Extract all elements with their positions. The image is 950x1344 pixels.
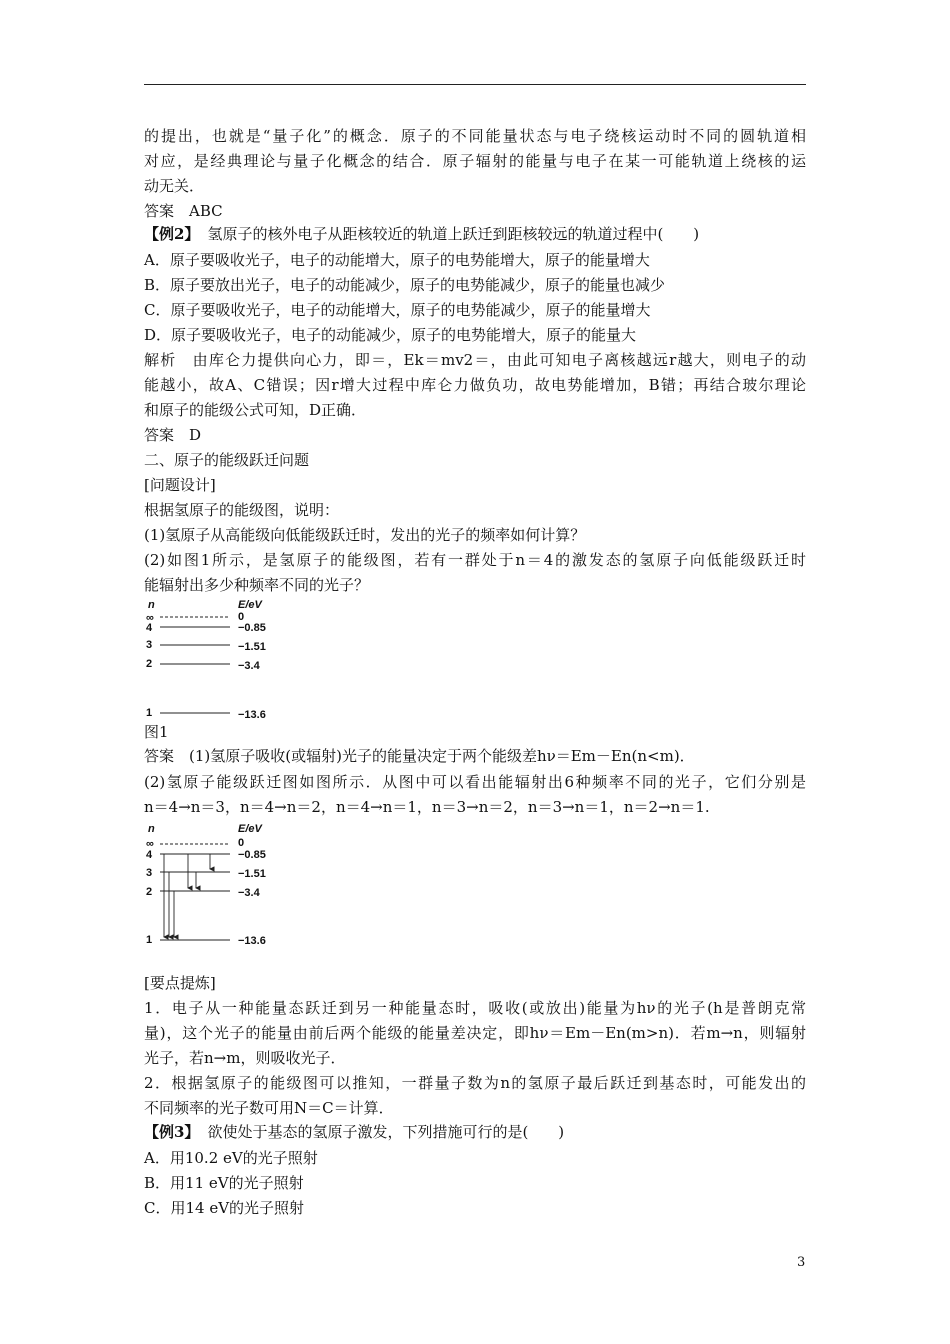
level-3-e-2: −1.51 — [238, 868, 266, 880]
example-2-analysis-1: 解析 由库仑力提供向心力，即＝，Ek＝mv2＝，由此可知电子离核越远r越大，则电子的动 — [144, 351, 806, 369]
example-2-question — [144, 224, 699, 244]
key-points-2-line-1: 2．根据氢原子的能级图可以推知，一群量子数为n的氢原子最后跃迁到基态时，可能发出的 — [144, 1074, 806, 1092]
example-3-text: 欲使处于基态的氢原子激发，下列措施可行的是( ) — [207, 1123, 565, 1141]
example-3-option-b: B．用11 eV的光子照射 — [144, 1174, 304, 1192]
header-rule — [144, 84, 806, 85]
section-2-title: 二、原子的能级跃迁问题 — [144, 451, 310, 469]
section-2-q2-line-2: 能辐射出多少种频率不同的光子？ — [144, 576, 370, 594]
example-3-question — [144, 1122, 564, 1142]
intro-line-3: 动无关． — [144, 177, 205, 195]
intro-line-2: 对应，是经典理论与量子化概念的结合．原子辐射的能量与电子在某一可能轨道上绕核的运 — [144, 152, 806, 170]
level-3-n: 3 — [146, 639, 153, 651]
axis-e-label-2: E/eV — [238, 823, 262, 835]
level-3-e: −1.51 — [238, 641, 266, 653]
key-points-1-line-1: 1．电子从一种能量态跃迁到另一种能量态时，吸收(或放出)能量为hν的光子(h是普朗克常 — [144, 999, 806, 1017]
level-inf-n: ∞ — [146, 612, 154, 624]
level-4-n-2: 4 — [146, 849, 153, 861]
answer-1: 答案 ABC — [144, 202, 223, 220]
section-2-intro: 根据氢原子的能级图，说明： — [144, 501, 340, 519]
section-2-q1: (1)氢原子从高能级向低能级跃迁时，发出的光子的频率如何计算？ — [144, 526, 586, 544]
key-points-2-line-2: 不同频率的光子数可用N＝C＝计算． — [144, 1099, 394, 1117]
level-inf-n-2: ∞ — [146, 838, 154, 850]
answer-2-line-2: (2)氢原子能级跃迁图如图所示．从图中可以看出能辐射出6种频率不同的光子，它们分别是 — [144, 773, 806, 791]
level-inf-e-2: 0 — [238, 837, 245, 849]
example-2-option-d: D．原子要吸收光子，电子的动能减少，原子的电势能增大，原子的能量大 — [144, 326, 637, 344]
example-3-tag: 【例3】 — [144, 1123, 200, 1141]
level-3-n-2: 3 — [146, 867, 153, 879]
key-points-1-line-2: 量)，这个光子的能量由前后两个能级的能量差决定，即hν＝Em－En(m>n)．若m→n，则辐射 — [144, 1024, 806, 1042]
example-2-answer: 答案 D — [144, 426, 202, 444]
example-2-option-c: C．原子要吸收光子，电子的动能增大，原子的电势能减少，原子的能量增大 — [144, 301, 651, 319]
example-3-option-c: C．用14 eV的光子照射 — [144, 1199, 305, 1217]
level-1-n-2: 1 — [146, 934, 153, 946]
level-inf-e: 0 — [238, 611, 245, 623]
page-number: 3 — [797, 1255, 806, 1270]
example-2-analysis-3: 和原子的能级公式可知，D正确． — [144, 401, 367, 419]
axis-n-label-2: n — [148, 823, 155, 835]
level-1-e-2: −13.6 — [238, 935, 266, 946]
level-2-n: 2 — [146, 658, 153, 670]
section-2-q2-line-1: (2)如图1所示，是氢原子的能级图，若有一群处于n＝4的激发态的氢原子向低能级跃迁时 — [144, 551, 806, 569]
axis-n-label: n — [148, 599, 155, 611]
example-3-option-a: A．用10.2 eV的光子照射 — [144, 1149, 318, 1167]
example-2-analysis-2: 能越小，故A、C错误；因r增大过程中库仑力做负功，故电势能增加，B错；再结合玻尔理论 — [144, 376, 806, 394]
level-4-e-2: −0.85 — [238, 849, 266, 861]
level-2-n-2: 2 — [146, 886, 153, 898]
figure-1-caption: 图1 — [144, 723, 169, 741]
example-2-option-a: A．原子要吸收光子，电子的动能增大，原子的电势能增大，原子的能量增大 — [144, 251, 650, 269]
level-2-e-2: −3.4 — [238, 887, 260, 899]
section-2-design: [问题设计] — [144, 476, 216, 494]
axis-e-label: E/eV — [238, 599, 262, 611]
level-1-e: −13.6 — [238, 709, 266, 720]
example-2-tag: 【例2】 — [144, 225, 200, 243]
key-points-1-line-3: 光子，若n→m，则吸收光子． — [144, 1049, 346, 1067]
energy-level-diagram-1 — [144, 596, 284, 720]
level-4-n: 4 — [146, 622, 153, 634]
level-1-n: 1 — [146, 707, 153, 719]
intro-line-1: 的提出，也就是“量子化”的概念．原子的不同能量状态与电子绕核运动时不同的圆轨道相 — [144, 127, 806, 145]
example-2-option-b: B．原子要放出光子，电子的动能减少，原子的电势能减少，原子的能量也减少 — [144, 276, 666, 294]
key-points-title: [要点提炼] — [144, 974, 216, 992]
energy-level-diagram-2 — [144, 820, 284, 946]
answer-2-line-3: n＝4→n＝3，n＝4→n＝2，n＝4→n＝1，n＝3→n＝2，n＝3→n＝1，n＝2→n＝1. — [144, 798, 710, 816]
answer-2-line-1: 答案 (1)氢原子吸收(或辐射)光子的能量决定于两个能级差hν＝Em－En(n<m)． — [144, 747, 695, 765]
example-2-text: 氢原子的核外电子从距核较近的轨道上跃迁到距核较远的轨道过程中( ) — [207, 225, 700, 243]
level-2-e: −3.4 — [238, 660, 260, 672]
level-4-e: −0.85 — [238, 622, 266, 634]
